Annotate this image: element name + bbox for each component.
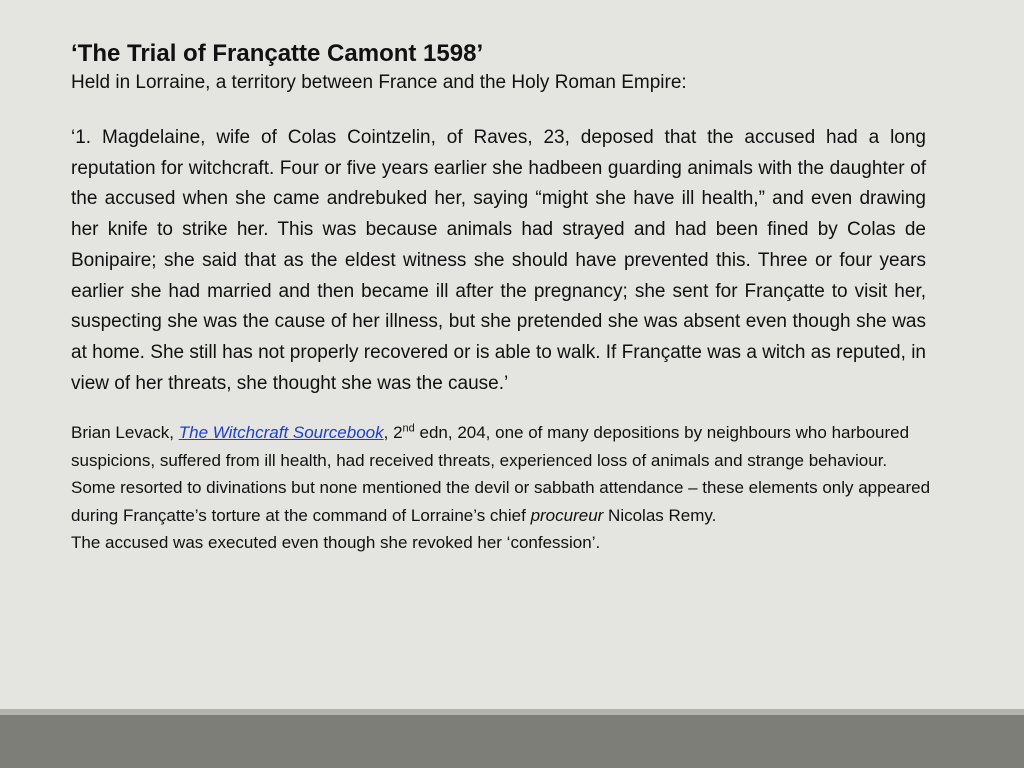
citation-author: Brian Levack, xyxy=(71,423,179,443)
slide-subtitle: Held in Lorraine, a territory between France and the Holy Roman Empire: xyxy=(71,72,687,93)
closing-line: The accused was executed even though she revoked her ‘confession’. xyxy=(71,533,601,553)
slide-content xyxy=(71,38,931,557)
book-title-link[interactable]: The Witchcraft Sourcebook xyxy=(178,423,384,443)
procureur-term: procureur xyxy=(530,505,604,525)
citation-paragraph xyxy=(71,419,931,529)
citation-end: Nicolas Remy. xyxy=(603,505,717,525)
edition-superscript: nd xyxy=(402,422,415,435)
citation-body: edn, 204, one of many depositions by neighbours who harboured suspicions, suffered from ill health, had received threats, experienced loss of animals and strange behaviour. Some resorted to divinations but none mentioned the devil or sabbath attendance – these elements only appeared during Françatte’s torture at the command of Lorraine’s chief xyxy=(71,423,931,525)
footer-bar xyxy=(0,715,1024,768)
source-notes xyxy=(71,419,931,557)
citation-edition-prefix: , 2 xyxy=(383,423,403,443)
deposition-quote: ‘1. Magdelaine, wife of Colas Cointzelin, of Raves, 23, deposed that the accused had a long reputation for witchcraft. Four or five years earlier she hadbeen guarding animals with the daughter of the accused when she came andrebuked her, saying “might she have ill health,” and even drawing her knife to strike her. This was because animals had strayed and had been fined by Colas de Bonipaire; she said that as the eldest witness she should have prevented this. Three or four years earlier she had married and then became ill after the pregnancy; she sent for Françatte to visit her, suspecting she was the cause of her illness, but she pretended she was absent even though she was at home. She still has not properly recovered or is able to walk. If Françatte was a witch as reputed, in view of her threats, she thought she was the cause.’ xyxy=(71,127,926,394)
slide-title: ‘The Trial of Françatte Camont 1598’ xyxy=(71,40,484,67)
